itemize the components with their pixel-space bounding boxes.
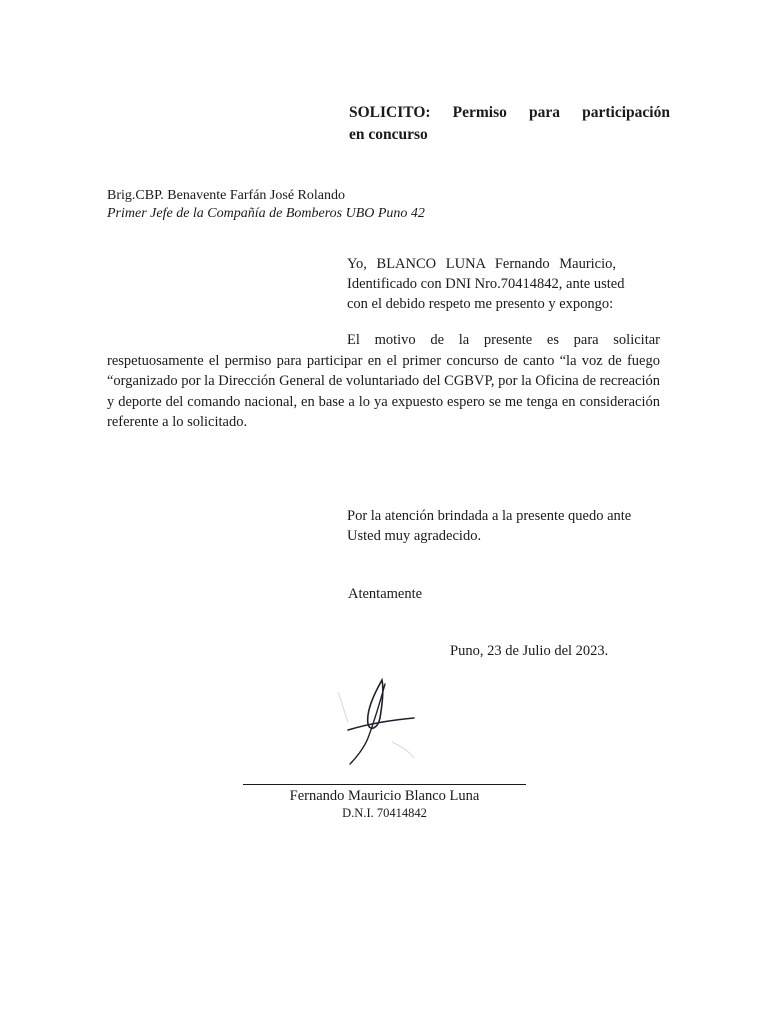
signer-dni: D.N.I. 70414842: [342, 806, 427, 820]
subject-heading: [349, 102, 670, 146]
subject-line-1: [349, 102, 670, 124]
subject-word-permiso: Permiso: [452, 104, 507, 121]
signer-name: Fernando Mauricio Blanco Luna: [289, 788, 480, 804]
recipient-name: Brig.CBP. Benavente Farfán José Rolando: [107, 188, 345, 203]
intro-block: [347, 254, 663, 314]
date-line: Puno, 23 de Julio del 2023.: [450, 643, 609, 659]
subject-line-2: en concurso: [349, 126, 428, 143]
intro-line-3: con el debido respeto me presento y expongo:: [347, 296, 614, 312]
closing-block: [347, 506, 677, 546]
sign-off: Atentamente: [348, 586, 423, 602]
subject-word-para: para: [529, 104, 561, 121]
recipient-role: Primer Jefe de la Compañía de Bomberos UBO Puno 42: [107, 206, 425, 221]
handwritten-signature: [330, 672, 430, 772]
signature-line: [243, 784, 526, 785]
subject-word-participacion: participación: [582, 104, 670, 121]
closing-line-2: Usted muy agradecido.: [347, 528, 482, 544]
closing-line-1: Por la atención brindada a la presente quedo ante: [347, 508, 632, 524]
recipient-block: [107, 187, 425, 223]
subject-label: SOLICITO:: [349, 104, 431, 121]
intro-line-2: Identificado con DNI Nro.70414842, ante usted: [347, 276, 625, 292]
body-paragraph: El motivo de la presente es para solicitar respetuosamente el permiso para participar en el primer concurso de canto “la voz de fuego “organizado por la Dirección General de voluntariado del CGBVP, por la Oficina de recreación y deporte del comando nacional, en base a lo ya expuesto espero se me tenga en consideración referente a lo solicitado.: [107, 332, 660, 430]
intro-line-1: Yo, BLANCO LUNA Fernando Mauricio,: [347, 256, 617, 272]
